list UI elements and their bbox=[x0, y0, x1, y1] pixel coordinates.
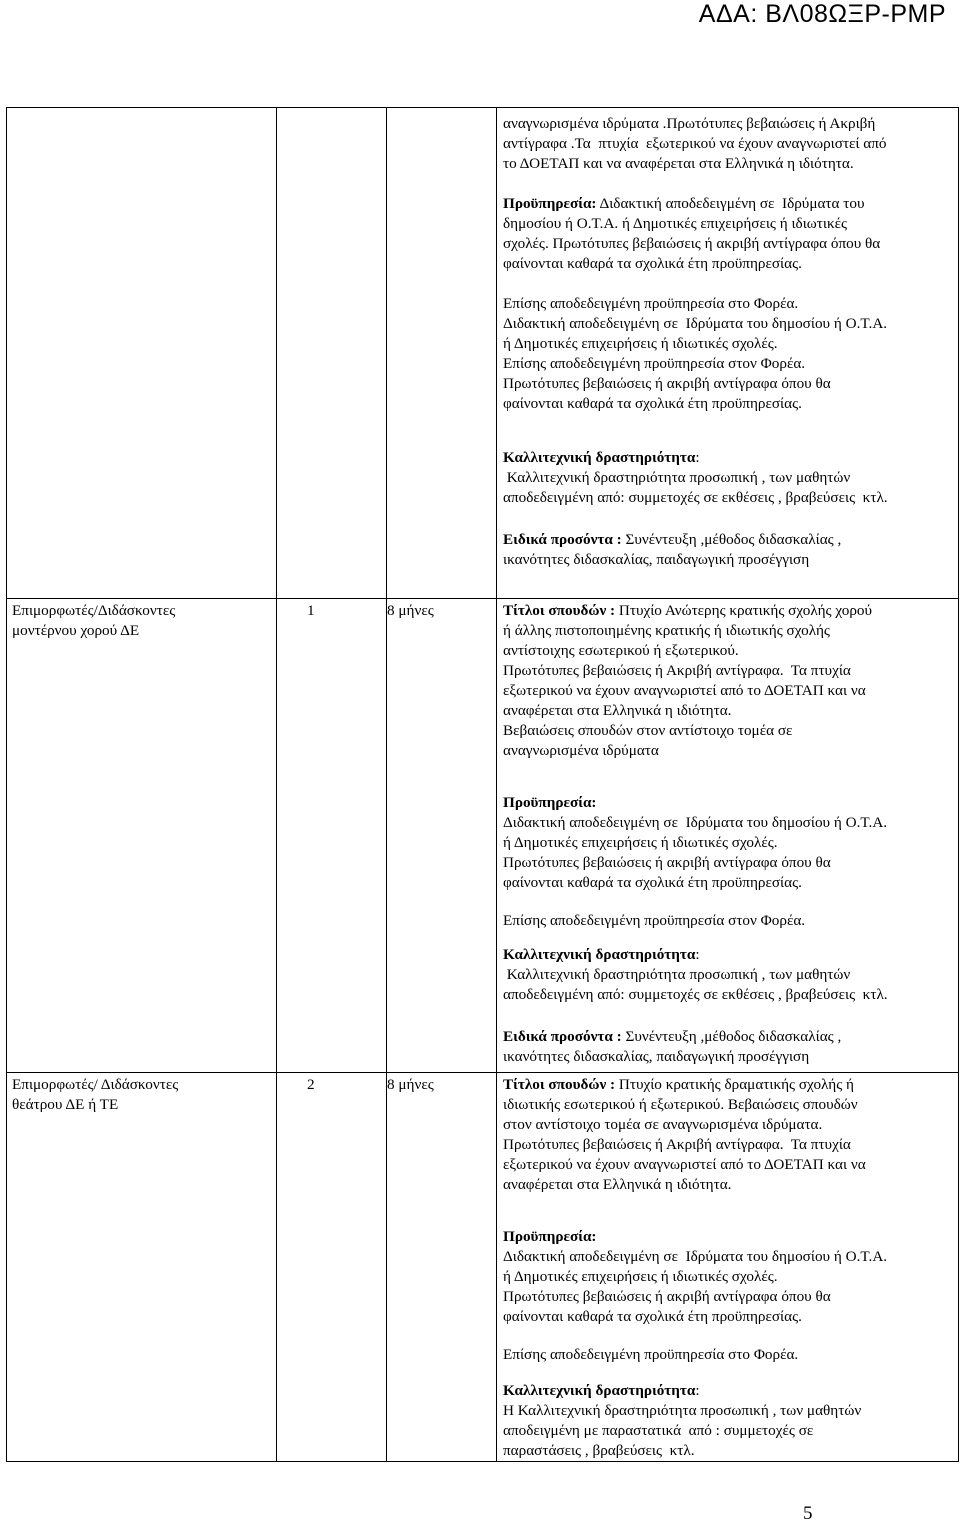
position-duration: 8 μήνες bbox=[387, 602, 434, 619]
text-line: φαίνονται καθαρά τα σχολικά έτη προϋπηρεσίας. bbox=[503, 1308, 802, 1325]
position-count: 1 bbox=[307, 602, 315, 619]
experience-label: Προϋπηρεσία: bbox=[503, 794, 597, 811]
table-row bbox=[7, 599, 959, 1073]
page-number: 5 bbox=[803, 1503, 813, 1524]
text-line: αποδεδειγμένη από: συμμετοχές σε εκθέσεις , βραβεύσεις κτλ. bbox=[503, 986, 888, 1003]
text-line: δημοσίου ή Ο.Τ.Α. ή Δημοτικές επιχειρήσεις ή ιδιωτικές bbox=[503, 215, 848, 232]
position-count: 2 bbox=[307, 1076, 315, 1093]
studies-label: Τίτλοι σπουδών : bbox=[503, 1076, 616, 1093]
position-cell bbox=[7, 599, 277, 1073]
qualifications-cell bbox=[497, 1073, 959, 1462]
text-line: Επίσης αποδεδειγμένη προϋπηρεσία στο Φορέα. bbox=[503, 295, 799, 312]
text-line: Πρωτότυπες βεβαιώσεις ή Ακριβή αντίγραφα. Τα πτυχία bbox=[503, 1136, 851, 1153]
art-label: Καλλιτεχνική δραστηριότητα bbox=[503, 1382, 696, 1399]
art-heading: Καλλιτεχνική δραστηριότητα: bbox=[503, 449, 700, 466]
studies-line: Τίτλοι σπουδών : Πτυχίο κρατικής δραματικής σχολής ή bbox=[503, 1076, 854, 1093]
text-line: Επίσης αποδεδειγμένη προϋπηρεσία στο Φορέα. bbox=[503, 1346, 799, 1363]
studies-line: Τίτλοι σπουδών : Πτυχίο Ανώτερης κρατικής σχολής χορού bbox=[503, 602, 873, 619]
text-line: σχολές. Πρωτότυπες βεβαιώσεις ή ακριβή αντίγραφα όπου θα bbox=[503, 235, 881, 252]
text-line: αναφέρεται στα Ελληνικά η ιδιότητα. bbox=[503, 702, 732, 719]
duration-cell bbox=[387, 1073, 497, 1462]
position-title: Επιμορφωτές/ Διδάσκοντες bbox=[12, 1076, 179, 1093]
text-line: αντίγραφα .Τα πτυχία εξωτερικού να έχουν αναγνωριστεί από bbox=[503, 135, 887, 152]
text-line: Βεβαιώσεις σπουδών στον αντίστοιχο τομέα σε bbox=[503, 722, 793, 739]
table-row bbox=[7, 1073, 959, 1462]
text-line: Πρωτότυπες βεβαιώσεις ή Ακριβή αντίγραφα. Τα πτυχία bbox=[503, 662, 851, 679]
studies-label: Τίτλοι σπουδών : bbox=[503, 602, 616, 619]
text-line: Καλλιτεχνική δραστηριότητα προσωπική , των μαθητών bbox=[503, 966, 851, 983]
text-line: ή άλλης πιστοποιημένης κρατικής ή ιδιωτικής σχολής bbox=[503, 622, 830, 639]
text-line: Καλλιτεχνική δραστηριότητα προσωπική , των μαθητών bbox=[503, 469, 851, 486]
experience-label: Προϋπηρεσία: bbox=[503, 1228, 597, 1245]
position-cell bbox=[7, 108, 277, 599]
text-line: Διδακτική αποδεδειγμένη σε Ιδρύματα του δημοσίου ή Ο.Τ.Α. bbox=[503, 1248, 888, 1265]
text-line: ιδιωτικής εσωτερικού ή εξωτερικού. Βεβαιώσεις σπουδών bbox=[503, 1096, 858, 1113]
text-line: αναγνωρισμένα ιδρύματα .Πρωτότυπες βεβαιώσεις ή Ακριβή bbox=[503, 115, 876, 132]
experience-line: Προϋπηρεσία: Διδακτική αποδεδειγμένη σε Ιδρύματα του bbox=[503, 195, 865, 212]
text-line: Επίσης αποδεδειγμένη προϋπηρεσία στον Φορέα. bbox=[503, 355, 806, 372]
text-line: φαίνονται καθαρά τα σχολικά έτη προϋπηρεσίας. bbox=[503, 395, 802, 412]
count-cell bbox=[277, 599, 387, 1073]
text-line: παραστάσεις , βραβεύσεις κτλ. bbox=[503, 1442, 695, 1459]
text-line: ή Δημοτικές επιχειρήσεις ή ιδιωτικές σχολές. bbox=[503, 1268, 778, 1285]
text-line: εξωτερικού να έχουν αναγνωριστεί από το ΔΟΕΤΑΠ και να bbox=[503, 1156, 866, 1173]
text-line: ικανότητες διδασκαλίας, παιδαγωγική προσέγγιση bbox=[503, 551, 810, 568]
text-line: εξωτερικού να έχουν αναγνωριστεί από το ΔΟΕΤΑΠ και να bbox=[503, 682, 866, 699]
positions-table bbox=[6, 107, 959, 1462]
position-title: μοντέρνου χορού ΔΕ bbox=[12, 622, 140, 639]
text-line: Πρωτότυπες βεβαιώσεις ή ακριβή αντίγραφα όπου θα bbox=[503, 375, 831, 392]
text-line: Επίσης αποδεδειγμένη προϋπηρεσία στον Φορέα. bbox=[503, 912, 806, 929]
text-line: αναγνωρισμένα ιδρύματα bbox=[503, 742, 659, 759]
text-line: Πρωτότυπες βεβαιώσεις ή ακριβή αντίγραφα όπου θα bbox=[503, 854, 831, 871]
special-label: Ειδικά προσόντα : bbox=[503, 531, 622, 548]
text-line: το ΔΟΕΤΑΠ και να αναφέρεται στα Ελληνικά η ιδιότητα. bbox=[503, 155, 854, 172]
text-line: φαίνονται καθαρά τα σχολικά έτη προϋπηρεσίας. bbox=[503, 874, 802, 891]
position-cell bbox=[7, 1073, 277, 1462]
qualifications-cell bbox=[497, 108, 959, 599]
text-line: στον αντίστοιχο τομέα σε αναγνωρισμένα ιδρύματα. bbox=[503, 1116, 823, 1133]
qualifications-cell bbox=[497, 599, 959, 1073]
text-line: ή Δημοτικές επιχειρήσεις ή ιδιωτικές σχολές. bbox=[503, 834, 778, 851]
text-line: Η Καλλιτεχνική δραστηριότητα προσωπική , των μαθητών bbox=[503, 1402, 862, 1419]
experience-label: Προϋπηρεσία: bbox=[503, 195, 597, 212]
art-label: Καλλιτεχνική δραστηριότητα bbox=[503, 449, 696, 466]
text-line: αποδειγμένη με παραστατικά από : συμμετοχές σε bbox=[503, 1422, 814, 1439]
duration-cell bbox=[387, 599, 497, 1073]
count-cell bbox=[277, 1073, 387, 1462]
position-title: θεάτρου ΔΕ ή ΤΕ bbox=[12, 1096, 119, 1113]
text-line: Πρωτότυπες βεβαιώσεις ή ακριβή αντίγραφα όπου θα bbox=[503, 1288, 831, 1305]
special-line: Ειδικά προσόντα : Συνέντευξη ,μέθοδος διδασκαλίας , bbox=[503, 531, 842, 548]
text-line: αποδεδειγμένη από: συμμετοχές σε εκθέσεις , βραβεύσεις κτλ. bbox=[503, 489, 888, 506]
text-line: ή Δημοτικές επιχειρήσεις ή ιδιωτικές σχολές. bbox=[503, 335, 778, 352]
text-line: φαίνονται καθαρά τα σχολικά έτη προϋπηρεσίας. bbox=[503, 255, 802, 272]
text-line: αναφέρεται στα Ελληνικά η ιδιότητα. bbox=[503, 1176, 732, 1193]
count-cell bbox=[277, 108, 387, 599]
duration-cell bbox=[387, 108, 497, 599]
text-line: αντίστοιχης εσωτερικού ή εξωτερικού. bbox=[503, 642, 739, 659]
ada-code: ΑΔΑ: ΒΛ08ΩΞΡ-ΡΜΡ bbox=[698, 0, 946, 28]
position-duration: 8 μήνες bbox=[387, 1076, 434, 1093]
table-row bbox=[7, 108, 959, 599]
text-line: Διδακτική αποδεδειγμένη σε Ιδρύματα του δημοσίου ή Ο.Τ.Α. bbox=[503, 814, 888, 831]
special-label: Ειδικά προσόντα : bbox=[503, 1028, 622, 1045]
text-line: Διδακτική αποδεδειγμένη σε Ιδρύματα του δημοσίου ή Ο.Τ.Α. bbox=[503, 315, 888, 332]
special-line: Ειδικά προσόντα : Συνέντευξη ,μέθοδος διδασκαλίας , bbox=[503, 1028, 842, 1045]
art-heading: Καλλιτεχνική δραστηριότητα: bbox=[503, 946, 700, 963]
art-heading: Καλλιτεχνική δραστηριότητα: bbox=[503, 1382, 700, 1399]
art-label: Καλλιτεχνική δραστηριότητα bbox=[503, 946, 696, 963]
position-title: Επιμορφωτές/Διδάσκοντες bbox=[12, 602, 176, 619]
text-line: ικανότητες διδασκαλίας, παιδαγωγική προσέγγιση bbox=[503, 1048, 810, 1065]
